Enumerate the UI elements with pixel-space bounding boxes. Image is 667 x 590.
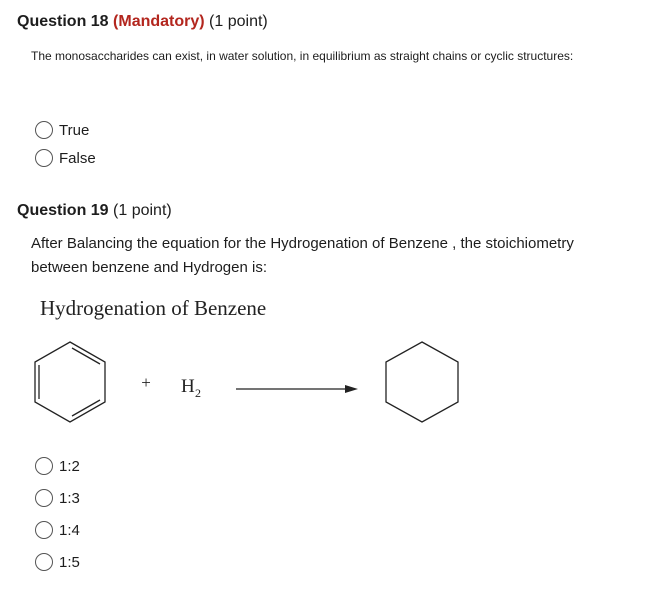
question-19-title: Question 19 xyxy=(17,202,109,219)
question-18-text: The monosaccharides can exist, in water solution, in equilibrium as straight chains or cyclic structures: xyxy=(31,49,574,63)
option-label: False xyxy=(59,149,96,167)
option-label: True xyxy=(59,121,90,139)
question-18-header xyxy=(17,13,268,31)
hydrogen-subscript: 2 xyxy=(195,386,201,400)
question-19-header xyxy=(17,202,172,220)
option-1-3[interactable] xyxy=(35,487,80,509)
radio-button[interactable] xyxy=(35,149,53,167)
option-label: 1:4 xyxy=(59,521,80,539)
benzene-structure xyxy=(35,342,105,422)
question-18-points: (1 point) xyxy=(209,13,268,30)
option-1-2[interactable] xyxy=(35,455,80,477)
question-18-title: Question 18 xyxy=(17,13,109,30)
radio-button[interactable] xyxy=(35,553,53,571)
option-false[interactable] xyxy=(35,147,96,169)
radio-button[interactable] xyxy=(35,489,53,507)
option-label: 1:5 xyxy=(59,553,80,571)
option-label: 1:3 xyxy=(59,489,80,507)
option-1-5[interactable] xyxy=(35,551,80,573)
radio-button[interactable] xyxy=(35,521,53,539)
reaction-figure xyxy=(0,330,667,430)
option-1-4[interactable] xyxy=(35,519,80,541)
mandatory-label: (Mandatory) xyxy=(113,13,205,30)
option-label: 1:2 xyxy=(59,457,80,475)
cyclohexane-structure xyxy=(386,342,458,422)
question-19-text: After Balancing the equation for the Hydrogenation of Benzene , the stoichiometry between benzene and Hydrogen is: xyxy=(31,235,574,276)
reaction-arrow xyxy=(236,385,358,393)
option-true[interactable] xyxy=(35,119,89,141)
plus-sign: + xyxy=(141,373,151,392)
radio-button[interactable] xyxy=(35,457,53,475)
radio-button[interactable] xyxy=(35,121,53,139)
hydrogen-symbol: H xyxy=(181,376,195,397)
question-19-points: (1 point) xyxy=(113,202,172,219)
figure-title: Hydrogenation of Benzene xyxy=(40,296,267,320)
